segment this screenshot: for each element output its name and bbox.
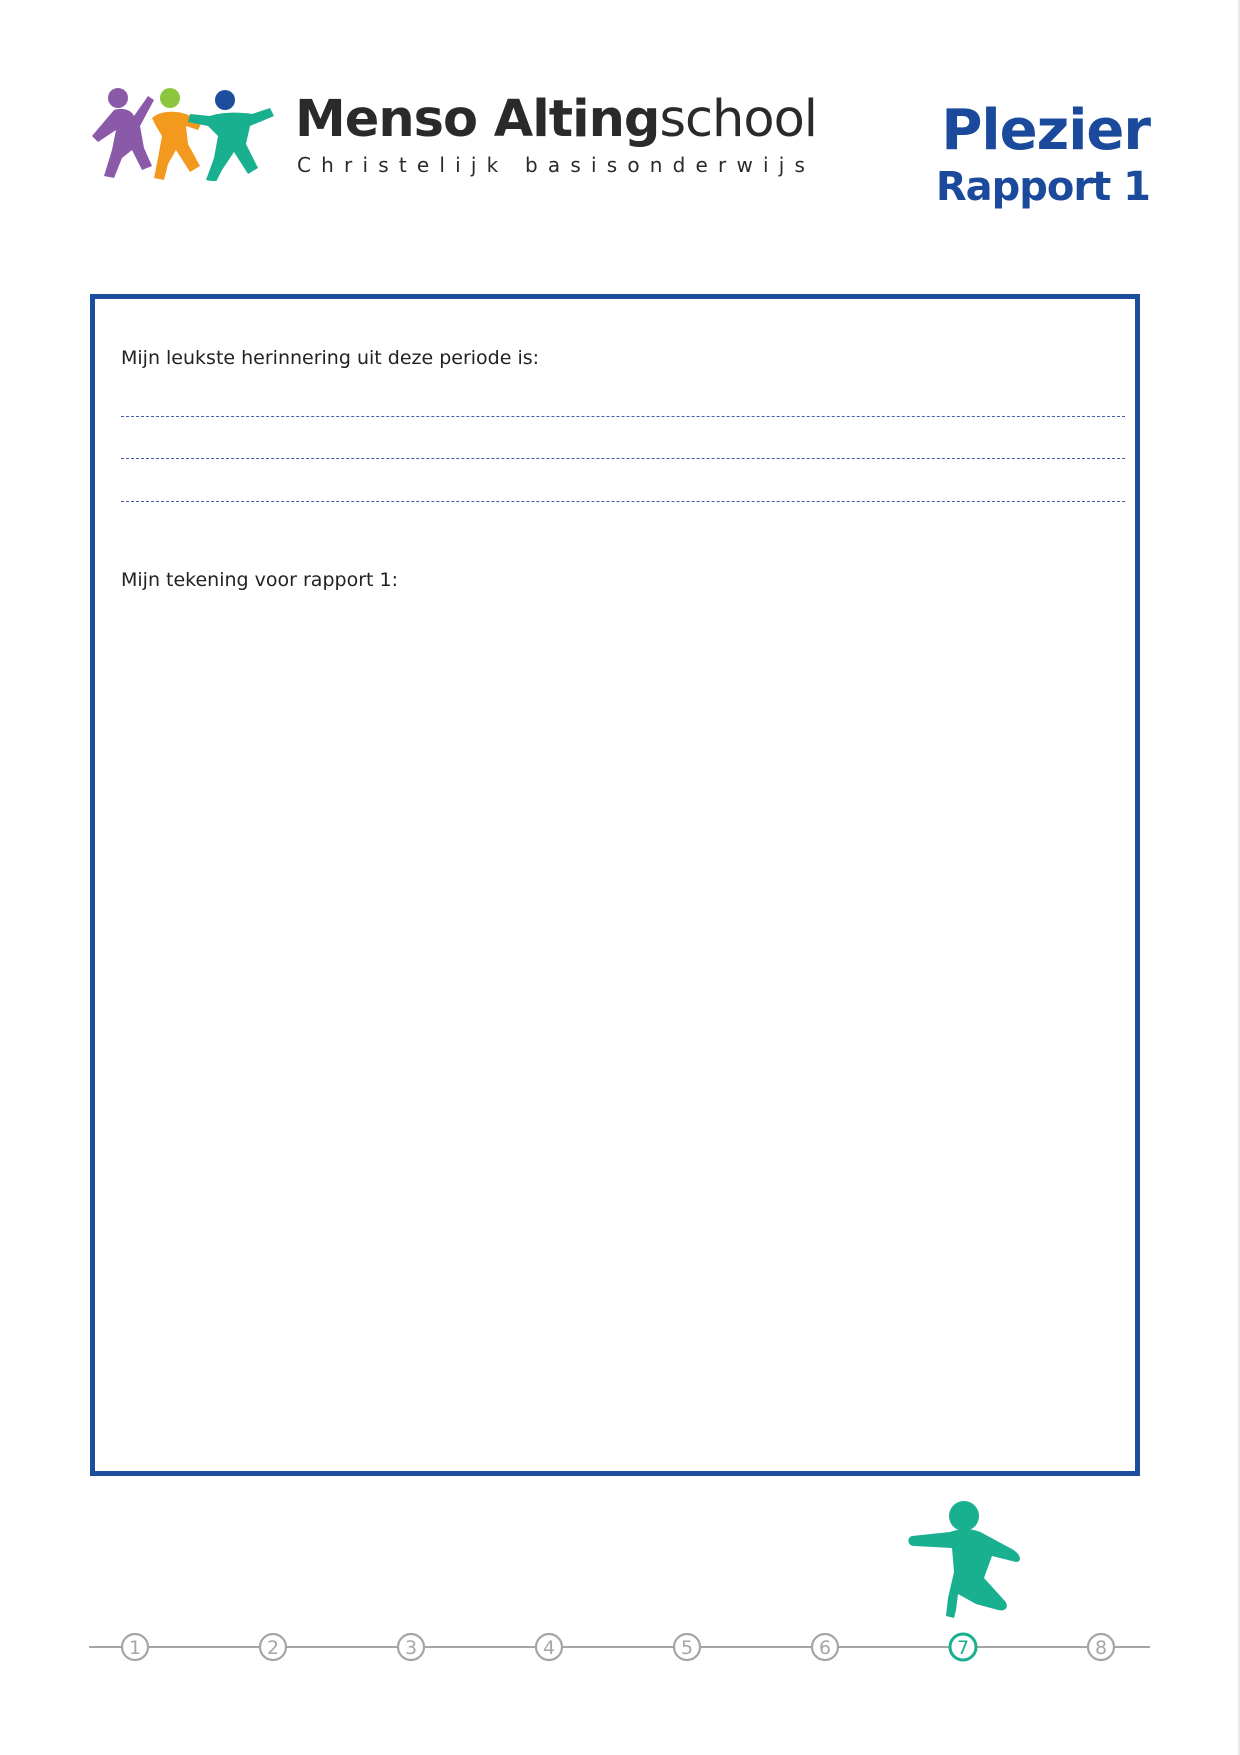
- timeline-step-number: 5: [680, 1637, 694, 1659]
- timeline-step-5: [674, 1634, 700, 1660]
- school-name: [295, 90, 817, 149]
- timeline-step-number: 8: [1094, 1637, 1108, 1659]
- memory-prompt: Mijn leukste herinnering uit deze periode is:: [121, 347, 540, 369]
- school-name-rest: school: [659, 90, 817, 149]
- timeline-step-6: [812, 1634, 838, 1660]
- report-frame: [90, 294, 1140, 1476]
- timeline-step-number: 3: [404, 1637, 418, 1659]
- page-subtitle: Rapport 1: [935, 164, 1150, 210]
- timeline-step-1: [122, 1634, 148, 1660]
- school-name-bold: Menso Alting: [295, 90, 660, 149]
- memory-write-line[interactable]: [121, 501, 1125, 502]
- timeline-step-7: [950, 1634, 976, 1660]
- timeline-step-number: 1: [128, 1637, 142, 1659]
- school-subtitle: Christelijk basisonderwijs: [297, 153, 816, 177]
- school-logo-figures-icon: [90, 86, 280, 181]
- child-figure-icon: [908, 1501, 1020, 1618]
- timeline-step-2: [260, 1634, 286, 1660]
- timeline-step-4: [536, 1634, 562, 1660]
- timeline-step-3: [398, 1634, 424, 1660]
- memory-write-line[interactable]: [121, 416, 1125, 417]
- timeline-step-number: 2: [266, 1637, 280, 1659]
- timeline-step-8: [1088, 1634, 1114, 1660]
- drawing-prompt: Mijn tekening voor rapport 1:: [121, 569, 398, 591]
- page-title: Plezier: [941, 98, 1150, 163]
- timeline-step-number: 7: [956, 1637, 970, 1659]
- report-timeline: [0, 1490, 1240, 1690]
- timeline-step-number: 4: [542, 1637, 556, 1659]
- memory-write-line[interactable]: [121, 458, 1125, 459]
- timeline-step-number: 6: [818, 1637, 832, 1659]
